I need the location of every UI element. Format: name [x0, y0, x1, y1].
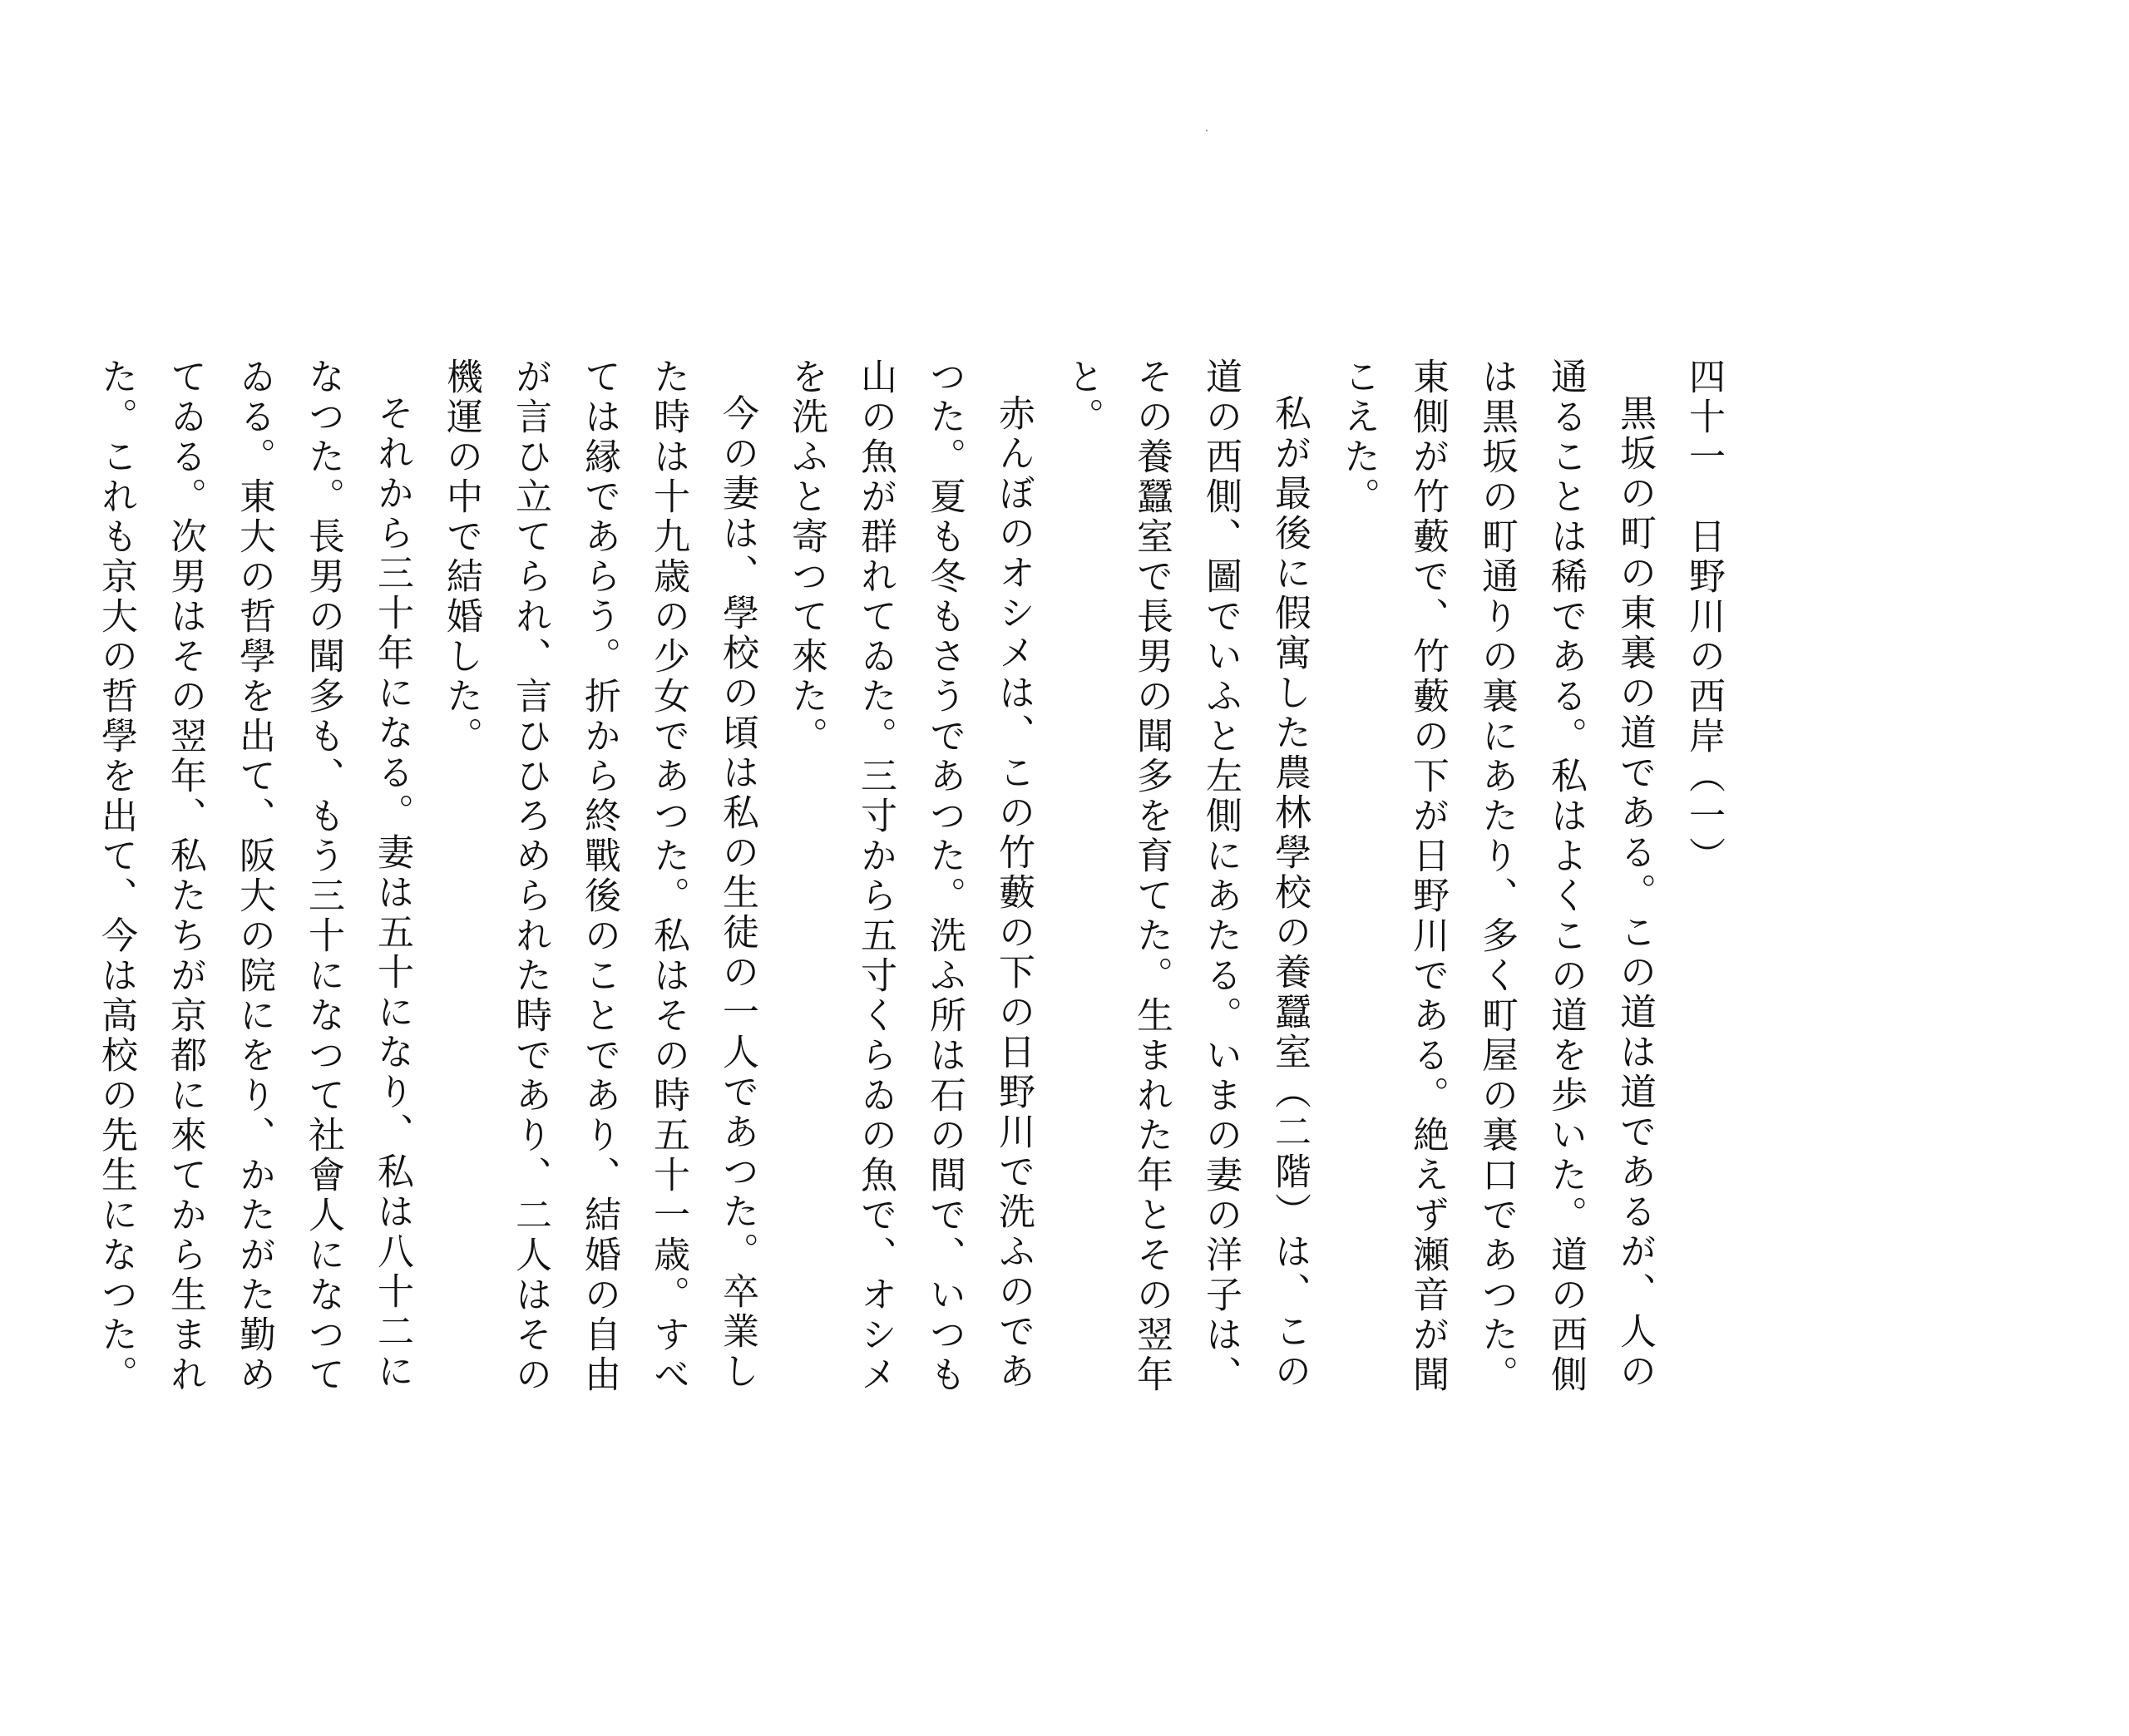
speck-mark: [1206, 130, 1208, 131]
paragraph-5: それから三十年になる。妻は五十になり、私は八十二になつた。長男の聞多も、もう三十になつて社會人になつてゐる。東大の哲學を出て、阪大の院にをり、かたがた勤めてゐる。次男はその翌年、私たちが京都に來てから生まれた。これも京大の哲學を出て、今は高校の先生になつた。: [95, 358, 413, 1395]
section-title: 四十一 日野川の西岸（一）: [1682, 358, 1725, 876]
paragraph-4: 今の妻は、學校の頃は私の生徒の一人であつた。卒業した時は十九歳の少女であつた。私はその時五十一歳。すべては縁であらう。折から終戰後のことであり、結婚の自由が言ひ立てられ、言ひひろめられた時であり、二人はその機運の中で結婚した。: [440, 358, 758, 1395]
paragraph-2: 私が最後に假寓した農林學校の養蠶室（二階）は、この道の西側、圖でいふと左側にあたる。いまの妻の洋子は、その養蠶室で長男の聞多を育てた。生まれた年とその翌年と。: [1061, 358, 1311, 1395]
vertical-text-block: [82, 358, 1738, 1405]
paragraph-1: 黒坂の町の東裏の道である。この道は道であるが、人の通ることは稀である。私はよくこの道を歩いた。道の西側は黒坂の町通りの裏にあたり、多く町屋の裏口であつた。東側が竹藪で、竹藪の下が日野川である。絶えず瀬音が聞こえた。: [1337, 358, 1656, 1395]
paragraph-3: 赤んぼのオシメは、この竹藪の下の日野川で洗ふのであつた。夏も冬もさうであつた。洗ふ所は石の間で、いつも山の魚が群れてゐた。三寸から五寸くらゐの魚で、オシメを洗ふと寄つて來た。: [785, 358, 1035, 1395]
